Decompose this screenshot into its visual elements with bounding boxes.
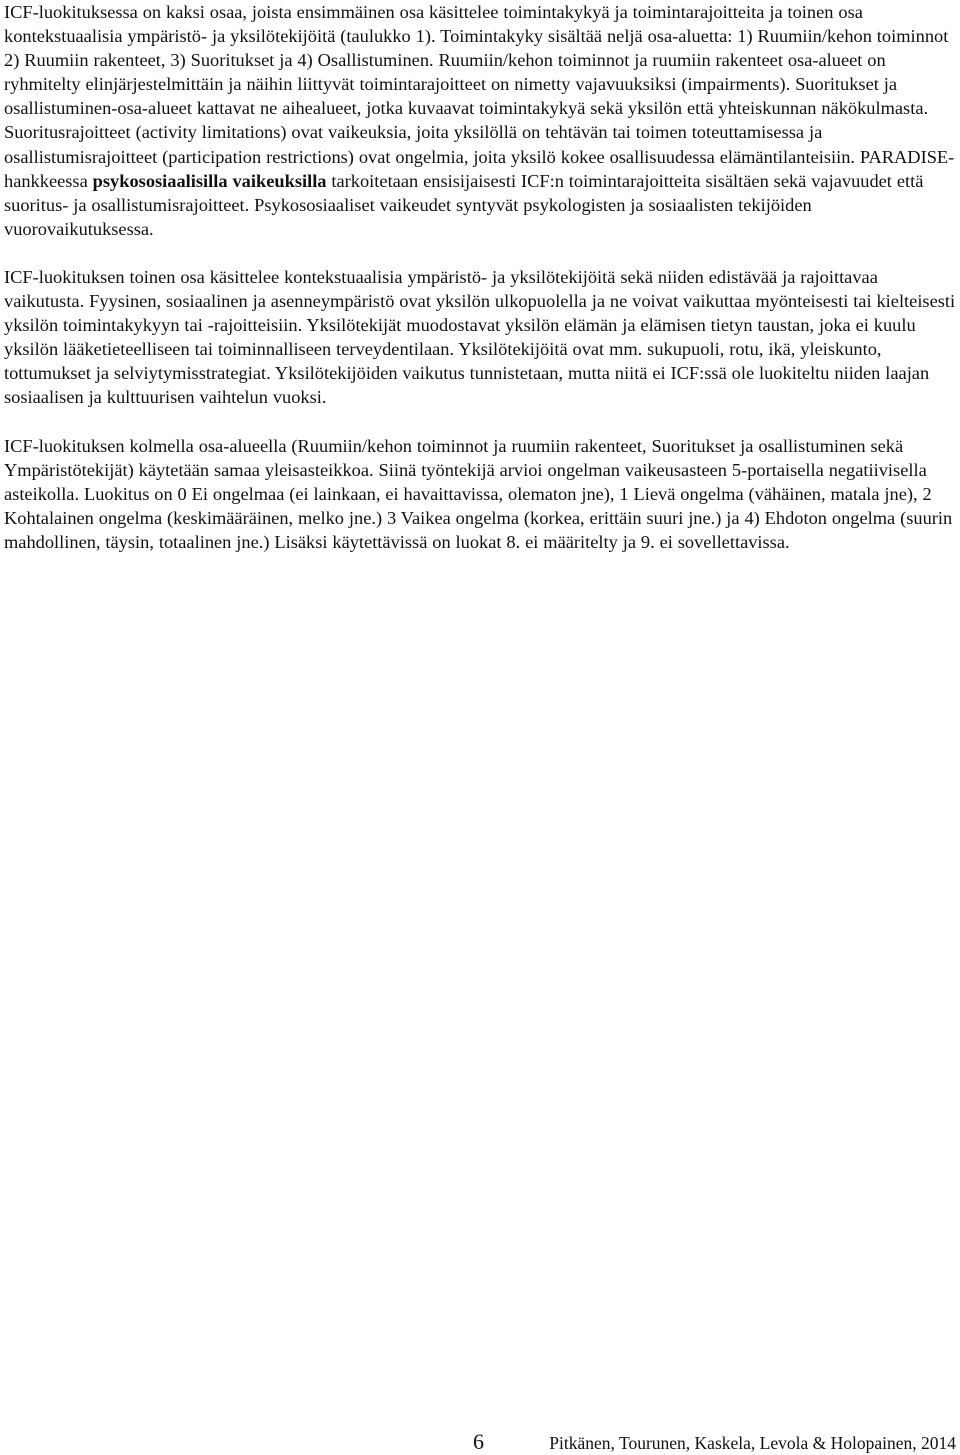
page-number: 6 [473, 1429, 484, 1454]
bold-term: psykososiaalisilla vaikeuksilla [92, 170, 327, 191]
paragraph-text: ICF-luokituksessa on kaksi osaa, joista ensimmäinen osa käsittelee toimintakykyä ja toimintarajoitteita ja toinen osa kontekstuaalisia ympäristö- ja yksilötekijöitä (taulukko 1). Toimintakyky sisältää neljä osa-aluetta: 1) Ruumiin/kehon toiminnot 2) Ruumiin rakenteet, 3) Suoritukset ja 4) Osallistuminen. Ruumiin/kehon toiminnot ja ruumiin rakenteet osa-alueet on ryhmitelty elinjärjestelmittäin ja näihin liittyvät toimintarajoitteet on nimetty vajavuuksiksi (impairments). Suoritukset ja osallistuminen-osa-alueet kattavat ne aihealueet, jotka kuvaavat toimintakykyä sekä yksilön että yhteiskunnan näkökulmasta. Suoritusrajoitteet (activity limitations) ovat vaikeuksia, joita yksilöllä on tehtävän tai toimen toteuttamisessa ja osallistumisrajoitteet (participation restrictions) ovat ongelmia, joita yksilö kokee osallisuudessa elämäntilanteisiin. PARADISE-hankkeessa [4, 2, 955, 191]
paragraph-text: tarkoitetaan ensisijaisesti ICF:n toimintarajoitteita sisältäen sekä vajavuudet että suoritus- ja osallistumisrajoitteet. Psykososiaaliset vaikeudet syntyvät psykologisten ja sosiaalisten tekijöiden vuorovaikutuksessa. [4, 170, 924, 239]
page-footer [0, 1428, 960, 1455]
paragraph-icf-components [4, 0, 956, 241]
footer-authors: Pitkänen, Tourunen, Kaskela, Levola & Holopainen, 2014 [549, 1433, 956, 1453]
paragraph-rating-scale: ICF-luokituksen kolmella osa-alueella (Ruumiin/kehon toiminnot ja ruumiin rakenteet, Suoritukset ja osallistuminen sekä Ympäristötekijät) käytetään samaa yleisasteikkoa. Siinä työntekijä arvioi ongelman vaikeusasteen 5-portaisella negatiivisella asteikolla. Luokitus on 0 Ei ongelmaa (ei lainkaan, ei havaittavissa, olematon jne), 1 Lievä ongelma (vähäinen, matala jne), 2 Kohtalainen ongelma (keskimääräinen, melko jne.) 3 Vaikea ongelma (korkea, erittäin suuri jne.) ja 4) Ehdoton ongelma (suurin mahdollinen, täysin, totaalinen jne.) Lisäksi käytettävissä on luokat 8. ei määritelty ja 9. ei sovellettavissa. [4, 435, 953, 552]
paragraph-contextual-factors: ICF-luokituksen toinen osa käsittelee kontekstuaalisia ympäristö- ja yksilötekijöitä sekä niiden edistävää ja rajoittavaa vaikutusta. Fyysinen, sosiaalinen ja asenneympäristö ovat yksilön ulkopuolella ja ne voivat vaikuttaa myönteisesti tai kielteisesti yksilön toimintakykyyn tai -rajoitteisiin. Yksilötekijät muodostavat yksilön elämän ja elämisen tietyn taustan, joka ei kuulu yksilön lääketieteelliseen tai toiminnalliseen terveydentilaan. Yksilötekijöitä ovat mm. sukupuoli, rotu, ikä, yleiskunto, tottumukset ja selviytymisstrategiat. Yksilötekijöiden vaikutus tunnistetaan, mutta niitä ei ICF:ssä ole luokiteltu niiden laajan sosiaalisen ja kulttuurisen vaihtelun vuoksi. [4, 266, 956, 408]
document-body [4, 0, 956, 578]
